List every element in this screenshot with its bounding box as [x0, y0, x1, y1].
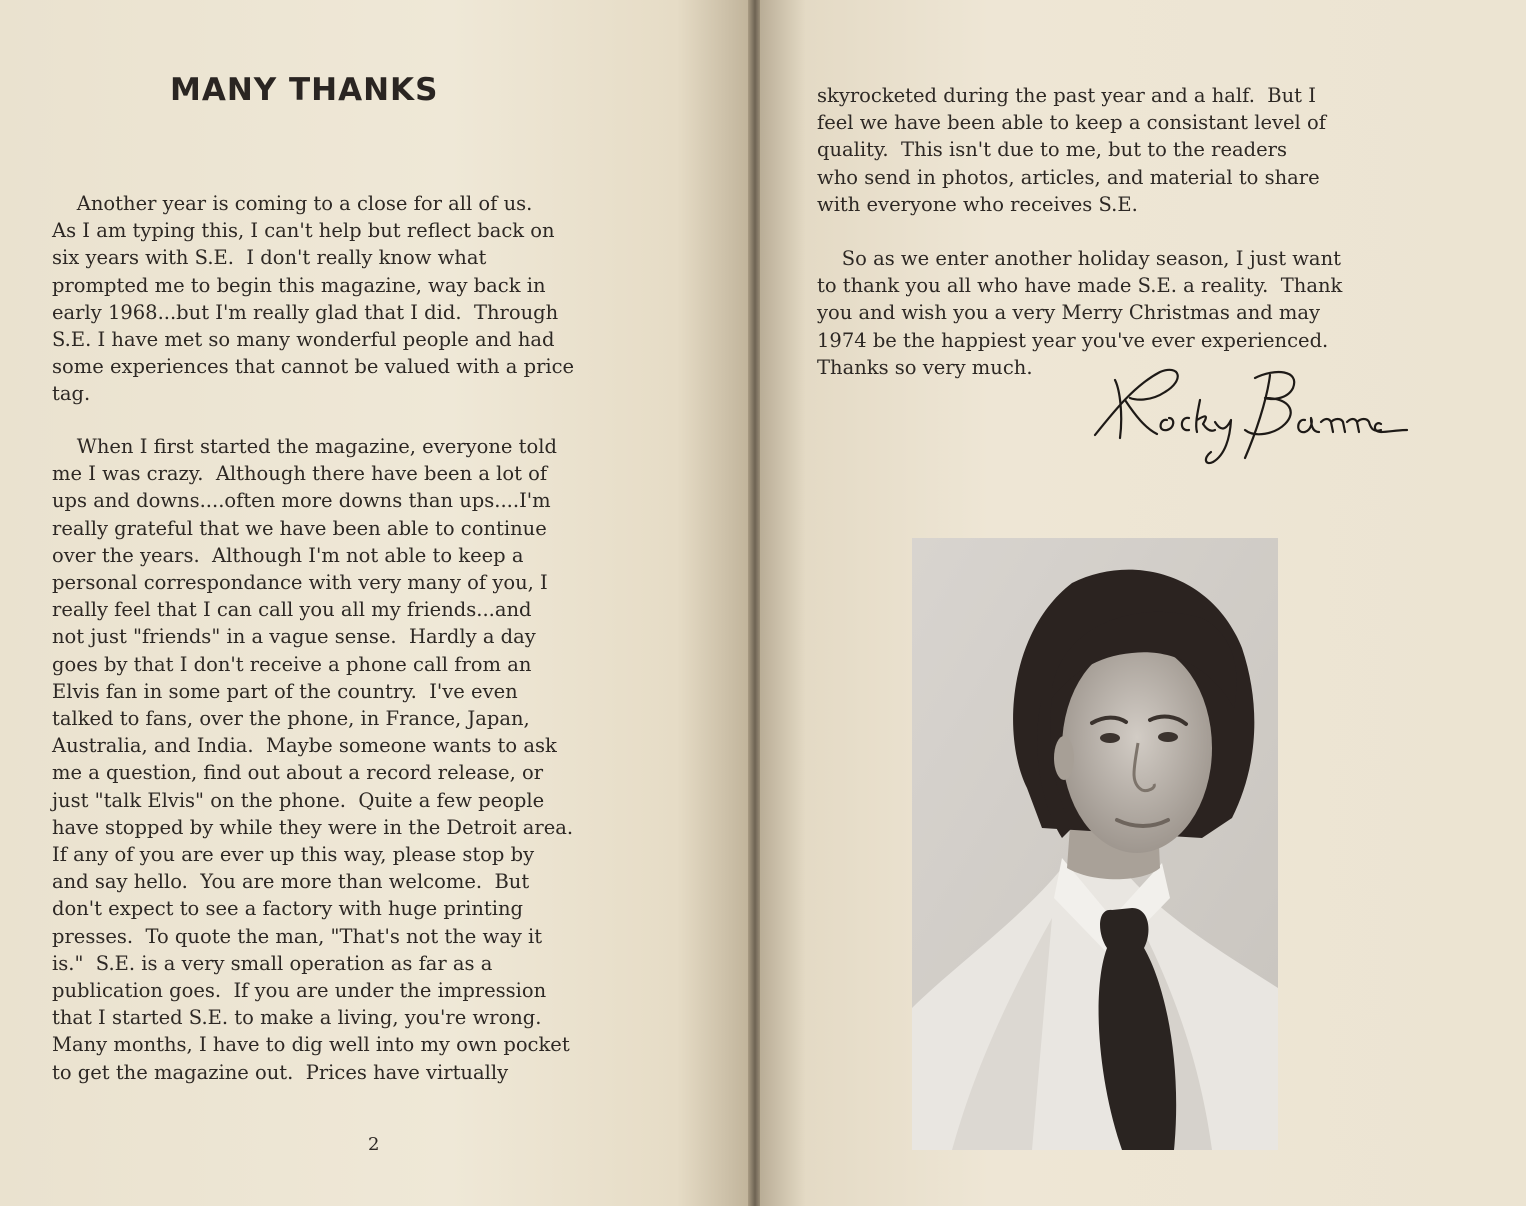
left-page	[0, 0, 752, 1206]
page-number: 2	[368, 1134, 380, 1155]
handwritten-signature	[1085, 360, 1415, 470]
continued-paragraph: skyrocketed during the past year and a half. But I feel we have been able to keep a consistant level of quality. This isn't due to me, but to the readers who send in photos, articles, and material to share with everyone who receives S.E.	[817, 84, 1326, 216]
intro-paragraph: Another year is coming to a close for all of us. As I am typing this, I can't help but reflect back on six years with S.E. I don't really know what prompted me to begin this magazine, way back in early 1968...but I'm really glad that I did. Through S.E. I have met so many wonderful people and had some experiences that cannot be valued with a price tag.	[52, 192, 575, 406]
page-title: MANY THANKS	[170, 72, 439, 108]
portrait-photo	[912, 538, 1278, 1150]
closing-paragraph: So as we enter another holiday season, I just want to thank you all who have made S.E. a reality. Thank you and wish you a very Merry Christmas and may 1974 be the happiest year you've ever experienced. Thanks so very much.	[817, 247, 1343, 379]
body-paragraph: When I first started the magazine, everyone told me I was crazy. Although there have been a lot of ups and downs....often more downs than ups....I'm really grateful that we have been able to continue over the years. Although I'm not able to keep a personal correspondance with very many of you, I really feel that I can call you all my friends...and not just "friends" in a vague sense. Hardly a day goes by that I don't receive a phone call from an Elvis fan in some part of the country. I've even talked to fans, over the phone, in France, Japan, Australia, and India. Maybe someone wants to ask me a question, find out about a record release, or just "talk Elvis" on the phone. Quite a few people have stopped by while they were in the Detroit area. If any of you are ever up this way, please stop by and say hello. You are more than welcome. But don't expect to see a factory with huge printing presses. To quote the man, "That's not the way it is." S.E. is a very small operation as far as a publication goes. If you are under the impression that I started S.E. to make a living, you're wrong. Many months, I have to dig well into my own pocket to get the magazine out. Prices have virtually	[52, 435, 574, 1084]
